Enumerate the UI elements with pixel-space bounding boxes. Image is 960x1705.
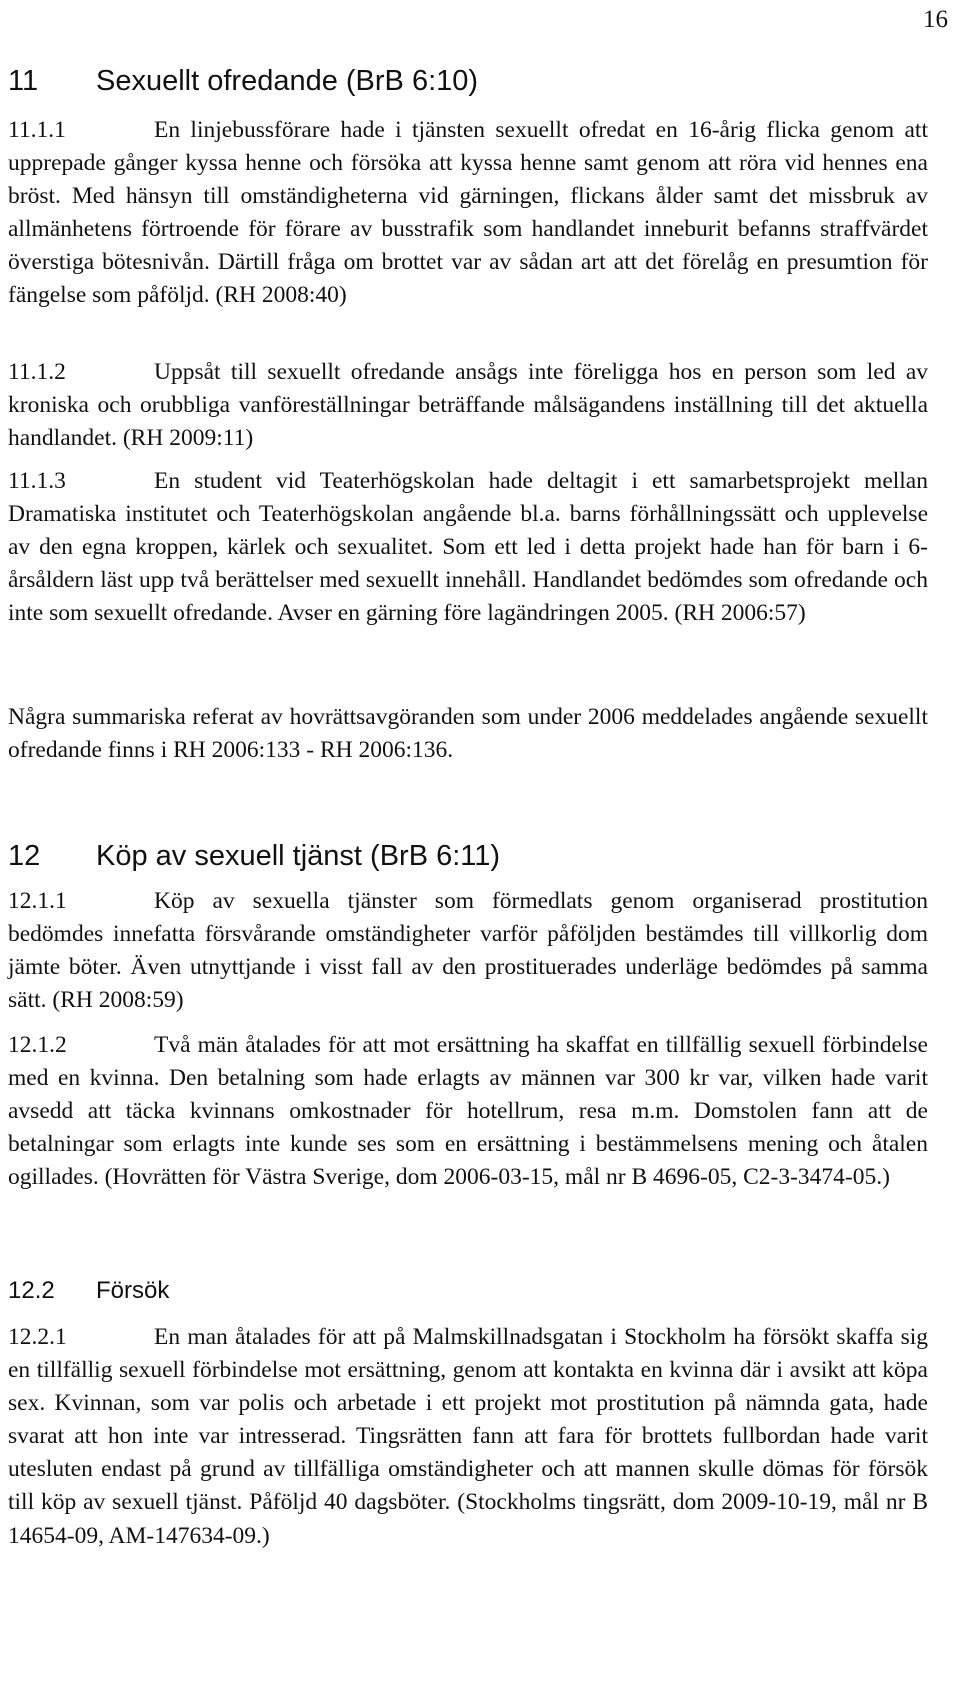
- case-text: Två män åtalades för att mot ersättning ha skaffat en tillfällig sexuell förbindelse med en kvinna. Den betalning som hade erlagts av männen var 300 kr var, vilken hade varit avsedd att täcka kvinnans omkostnader för hotellrum, resa m.m. Domstolen fann att de betalningar som erlagts inte kunde ses som en ersättning i bestämmelsens mening och åtalen ogillades. (Hovrätten för Västra Sverige, dom 2006-03-15, mål nr B 4696-05, C2-3-3474-05.): [8, 1032, 928, 1191]
- case-text: En man åtalades för att på Malmskillnadsgatan i Stockholm ha försökt skaffa sig en tillfällig sexuell förbindelse mot ersättning, genom att kontakta en kvinna där i avsikt att köpa sex. Kvinnan, som var polis och arbetade i ett projekt mot prostitution på nämnda gata, hade svarat att hon inte var intresserad. Tingsrätten fann att fara för brottets fullbordan hade varit utesluten endast på grund av tillfälliga omständigheter och att mannen skulle dömas för försök till köp av sexuell tjänst. Påföljd 40 dagsböter. (Stockholms tingsrätt, dom 2009-10-19, mål nr B 14654-09, AM-147634-09.): [8, 1324, 928, 1549]
- case-11-1-1: [8, 114, 928, 313]
- case-number: 12.1.1: [8, 888, 67, 914]
- summary-paragraph: [8, 701, 928, 767]
- case-number: 11.1.2: [8, 359, 66, 385]
- case-number: 12.1.2: [8, 1032, 67, 1058]
- section-title: Köp av sexuell tjänst (BrB 6:11): [96, 840, 501, 872]
- section-11-heading: [8, 64, 478, 98]
- summary-text: Några summariska referat av hovrättsavgöranden som under 2006 meddelades angående sexuellt ofredande finns i RH 2006:133 - RH 2006:136.: [8, 704, 928, 764]
- section-title: Sexuellt ofredande (BrB 6:10): [96, 65, 479, 97]
- case-12-1-2: [8, 1029, 928, 1194]
- page-number: 16: [923, 6, 948, 33]
- case-text: Köp av sexuella tjänster som förmedlats genom organiserad prostitution bedömdes innefatta försvårande omständigheter varför påföljden bestämdes till villkorlig dom jämte böter. Även utnyttjande i visst fall av den prostituerades underläge bedömdes på samma sätt. (RH 2008:59): [8, 888, 928, 1014]
- case-12-1-1: [8, 885, 928, 1017]
- case-number: 11.1.3: [8, 468, 66, 494]
- section-number: 11: [8, 65, 39, 97]
- case-11-1-3: [8, 465, 928, 630]
- case-number: 11.1.1: [8, 117, 66, 143]
- section-number: 12: [8, 840, 41, 872]
- case-text: Uppsåt till sexuellt ofredande ansågs inte föreligga hos en person som led av kroniska och orubbliga vanföreställningar beträffande målsägandens inställning till det aktuella handlandet. (RH 2009:11): [8, 359, 928, 452]
- section-12-heading: [8, 839, 500, 873]
- case-number: 12.2.1: [8, 1324, 67, 1350]
- subsection-number: 12.2: [8, 1277, 55, 1304]
- case-text: En linjebussförare hade i tjänsten sexuellt ofredat en 16-årig flicka genom att upprepade gånger kyssa henne och försöka att kyssa henne samt genom att röra vid hennes ena bröst. Med hänsyn till omständigheterna vid gärningen, flickans ålder samt det missbruk av allmänhetens förtroende för förare av busstrafik som handlandet inneburit befanns straffvärdet överstiga bötesnivån. Därtill fråga om brottet var av sådan art att det förelåg en presumtion för fängelse som påföljd. (RH 2008:40): [8, 117, 928, 309]
- subsection-12-2-heading: [8, 1276, 169, 1306]
- case-12-2-1: [8, 1321, 928, 1553]
- subsection-title: Försök: [96, 1277, 170, 1304]
- case-11-1-2: [8, 356, 928, 455]
- case-text: En student vid Teaterhögskolan hade deltagit i ett samarbetsprojekt mellan Dramatiska institutet och Teaterhögskolan angående bl.a. barns förhållningssätt och upplevelse av den egna kroppen, kärlek och sexualitet. Som ett led i detta projekt hade han för barn i 6-årsåldern läst upp två berättelser med sexuellt innehåll. Handlandet bedömdes som ofredande och inte som sexuellt ofredande. Avser en gärning före lagändringen 2005. (RH 2006:57): [8, 468, 928, 627]
